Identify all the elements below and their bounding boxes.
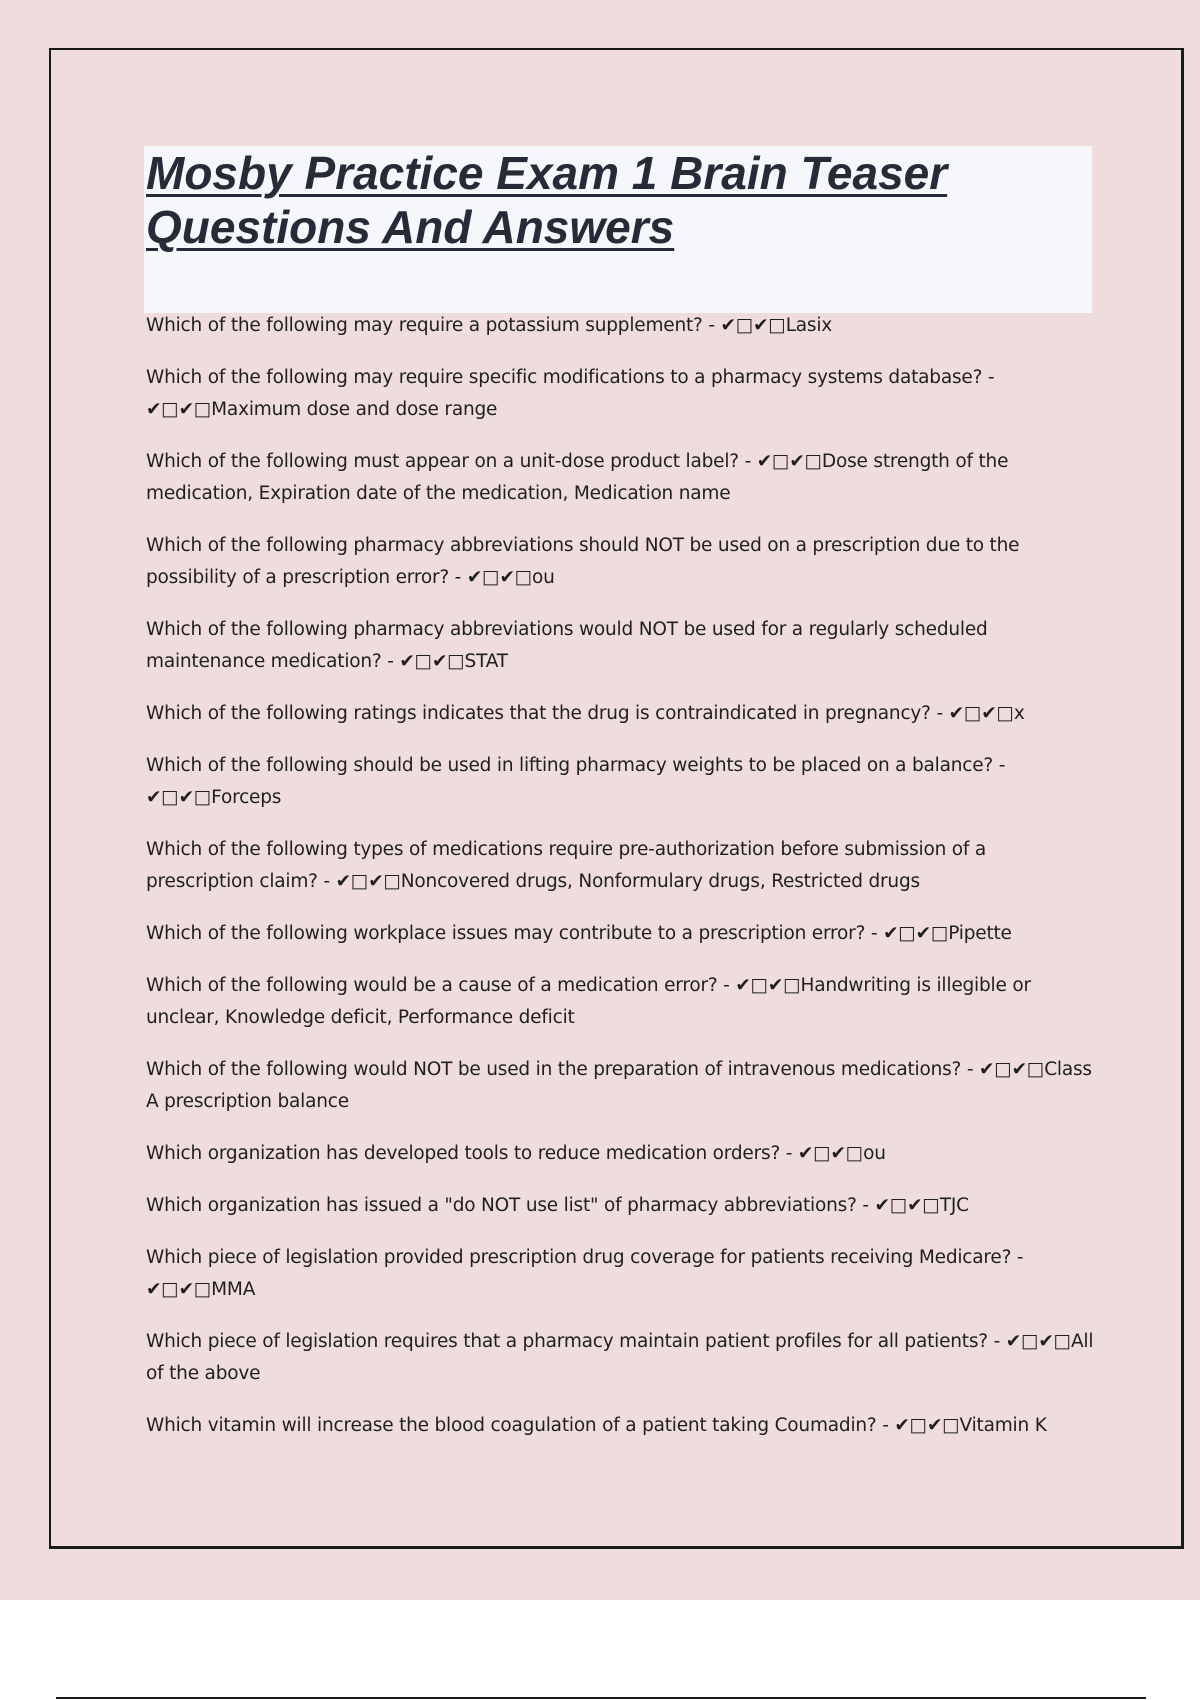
qa-item	[146, 1190, 1096, 1222]
question-text: Which piece of legislation requires that a pharmacy maintain patient profiles for all patients? -	[146, 1331, 1001, 1352]
answer-text: All of the above	[146, 1331, 1094, 1384]
question-text: Which of the following should be used in lifting pharmacy weights to be placed on a balance? -	[146, 755, 1006, 776]
question-text: Which of the following pharmacy abbreviations should NOT be used on a prescription due to the possibility of a prescription error? -	[146, 535, 1020, 588]
answer-text: TJC	[939, 1195, 969, 1216]
question-text: Which organization has developed tools to reduce medication orders? -	[146, 1143, 793, 1164]
checkmark-icon: ✔□✔□	[399, 651, 465, 672]
answer-text: Vitamin K	[959, 1415, 1047, 1436]
question-text: Which of the following workplace issues may contribute to a prescription error? -	[146, 923, 878, 944]
question-text: Which of the following pharmacy abbreviations would NOT be used for a regularly scheduled maintenance medication? -	[146, 619, 988, 672]
qa-item	[146, 1054, 1096, 1118]
question-text: Which of the following must appear on a unit-dose product label? -	[146, 451, 752, 472]
qa-item	[146, 446, 1096, 510]
answer-text: Maximum dose and dose range	[211, 399, 498, 420]
checkmark-icon: ✔□✔□	[979, 1059, 1045, 1080]
answer-text: Noncovered drugs, Nonformulary drugs, Restricted drugs	[400, 871, 920, 892]
answer-text: Lasix	[785, 315, 833, 336]
answer-text: ou	[532, 567, 555, 588]
answer-text: STAT	[464, 651, 508, 672]
qa-item	[146, 834, 1096, 898]
checkmark-icon: ✔□✔□	[756, 451, 822, 472]
qa-item	[146, 1138, 1096, 1170]
answer-text: x	[1013, 703, 1025, 724]
qa-item	[146, 918, 1096, 950]
checkmark-icon: ✔□✔□	[146, 399, 212, 420]
qa-item	[146, 530, 1096, 594]
qa-item	[146, 750, 1096, 814]
answer-text: Handwriting is illegible or unclear, Knowledge deficit, Performance deficit	[146, 975, 1031, 1028]
qa-item	[146, 1326, 1096, 1390]
qa-item	[146, 614, 1096, 678]
question-text: Which of the following ratings indicates that the drug is contraindicated in pregnancy? -	[146, 703, 943, 724]
checkmark-icon: ✔□✔□	[720, 315, 786, 336]
answer-text: Pipette	[948, 923, 1012, 944]
qa-item	[146, 310, 1096, 342]
checkmark-icon: ✔□✔□	[735, 975, 801, 996]
checkmark-icon: ✔□✔□	[335, 871, 401, 892]
document-title: Mosby Practice Exam 1 Brain Teaser Questions And Answers	[146, 147, 948, 253]
checkmark-icon: ✔□✔□	[146, 1279, 212, 1300]
question-text: Which piece of legislation provided prescription drug coverage for patients receiving Medicare? -	[146, 1247, 1024, 1268]
checkmark-icon: ✔□✔□	[894, 1415, 960, 1436]
checkmark-icon: ✔□✔□	[1005, 1331, 1071, 1352]
checkmark-icon: ✔□✔□	[874, 1195, 940, 1216]
question-text: Which vitamin will increase the blood coagulation of a patient taking Coumadin? -	[146, 1415, 889, 1436]
answer-text: Forceps	[211, 787, 282, 808]
question-text: Which of the following would be a cause of a medication error? -	[146, 975, 730, 996]
answer-text: MMA	[211, 1279, 256, 1300]
checkmark-icon: ✔□✔□	[948, 703, 1014, 724]
question-text: Which of the following would NOT be used in the preparation of intravenous medications? -	[146, 1059, 974, 1080]
checkmark-icon: ✔□✔□	[883, 923, 949, 944]
checkmark-icon: ✔□✔□	[146, 787, 212, 808]
question-text: Which of the following may require a potassium supplement? -	[146, 315, 715, 336]
checkmark-icon: ✔□✔□	[466, 567, 533, 588]
qa-item	[146, 1242, 1096, 1306]
answer-text: Class A prescription balance	[146, 1059, 1092, 1112]
qa-item	[146, 362, 1096, 426]
answer-text: ou	[863, 1143, 886, 1164]
qa-item	[146, 970, 1096, 1034]
footer-rule	[56, 1697, 1146, 1699]
question-text: Which of the following types of medications require pre-authorization before submission of a prescription claim? -	[146, 839, 987, 892]
question-text: Which of the following may require specific modifications to a pharmacy systems database? -	[146, 367, 995, 388]
qa-item	[146, 698, 1096, 730]
answer-text: Dose strength of the medication, Expiration date of the medication, Medication name	[146, 451, 1009, 504]
question-text: Which organization has issued a "do NOT use list" of pharmacy abbreviations? -	[146, 1195, 869, 1216]
question-answer-list	[146, 310, 1096, 1462]
checkmark-icon: ✔□✔□	[797, 1143, 864, 1164]
qa-item	[146, 1410, 1096, 1442]
